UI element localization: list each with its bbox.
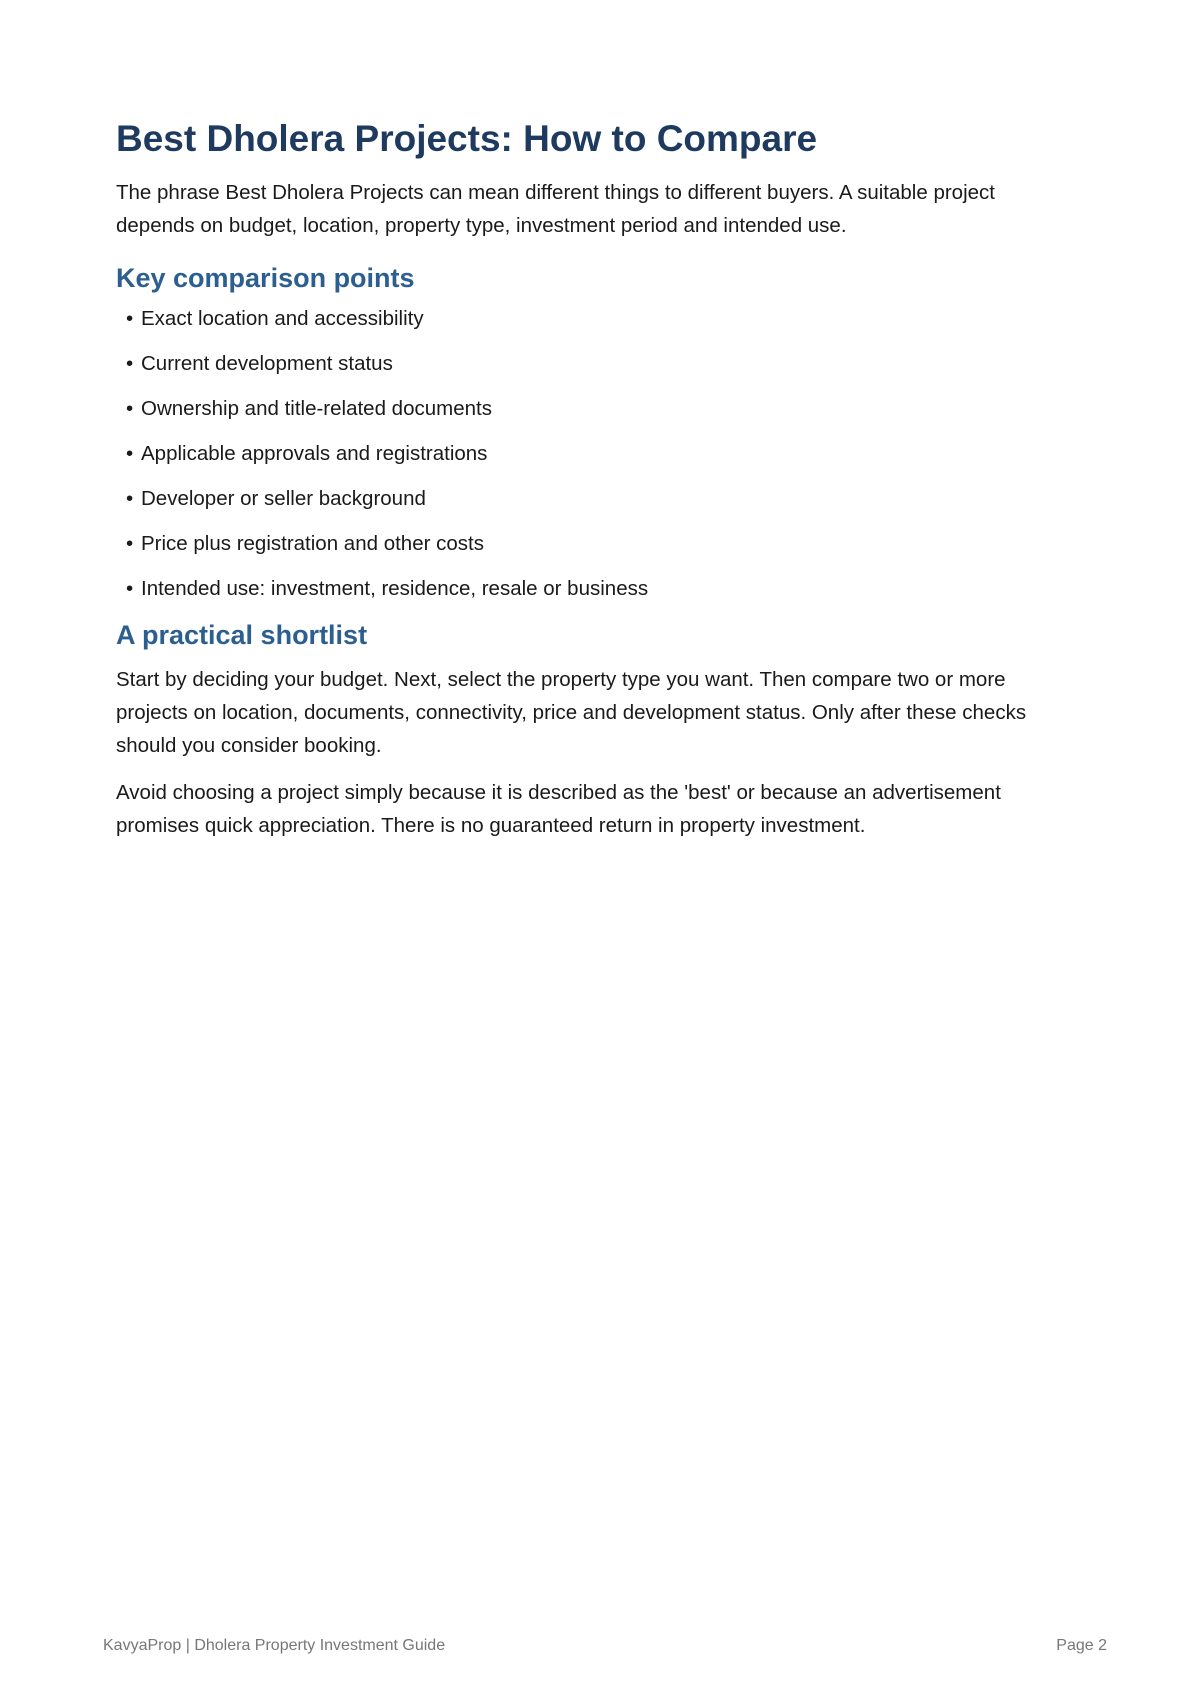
bullet-icon: • xyxy=(126,352,134,375)
list-item xyxy=(126,347,1076,380)
list-item-text: Developer or seller background xyxy=(141,487,426,510)
shortlist-paragraph-2: Avoid choosing a project simply because it is described as the 'best' or because an advertisement promises quick appreciation. There is no guaranteed return in property investment. xyxy=(116,781,1001,837)
list-item xyxy=(126,392,1076,425)
shortlist-paragraph-1: Start by deciding your budget. Next, select the property type you want. Then compare two or more projects on location, documents, connectivity, price and development status. Only after these checks should you consider booking. xyxy=(116,668,1027,757)
bullet-icon: • xyxy=(126,577,134,600)
footer-document-label: KavyaProp | Dholera Property Investment Guide xyxy=(103,1637,446,1654)
bullet-icon: • xyxy=(126,442,134,465)
list-item xyxy=(126,572,1076,605)
list-item xyxy=(126,482,1076,515)
comparison-points-list xyxy=(116,302,1076,605)
bullet-icon: • xyxy=(126,532,134,555)
list-item xyxy=(126,302,1076,335)
list-item-text: Ownership and title-related documents xyxy=(141,397,492,420)
list-item xyxy=(126,437,1076,470)
page-content xyxy=(116,110,1076,842)
list-item-text: Current development status xyxy=(141,352,393,375)
page-title: Best Dholera Projects: How to Compare xyxy=(116,118,818,159)
intro-paragraph: The phrase Best Dholera Projects can mean different things to different buyers. A suitable project depends on budget, location, property type, investment period and intended use. xyxy=(116,181,995,237)
list-item-text: Exact location and accessibility xyxy=(141,307,424,330)
list-item xyxy=(126,527,1076,560)
section-heading-key-comparison: Key comparison points xyxy=(116,263,415,293)
bullet-icon: • xyxy=(126,487,134,510)
footer-page-number: Page 2 xyxy=(1056,1637,1107,1654)
list-item-text: Applicable approvals and registrations xyxy=(141,442,488,465)
bullet-icon: • xyxy=(126,307,134,330)
list-item-text: Intended use: investment, residence, resale or business xyxy=(141,577,649,600)
bullet-icon: • xyxy=(126,397,134,420)
section-heading-practical-shortlist: A practical shortlist xyxy=(116,620,368,650)
list-item-text: Price plus registration and other costs xyxy=(141,532,484,555)
page-footer xyxy=(103,1637,1107,1655)
